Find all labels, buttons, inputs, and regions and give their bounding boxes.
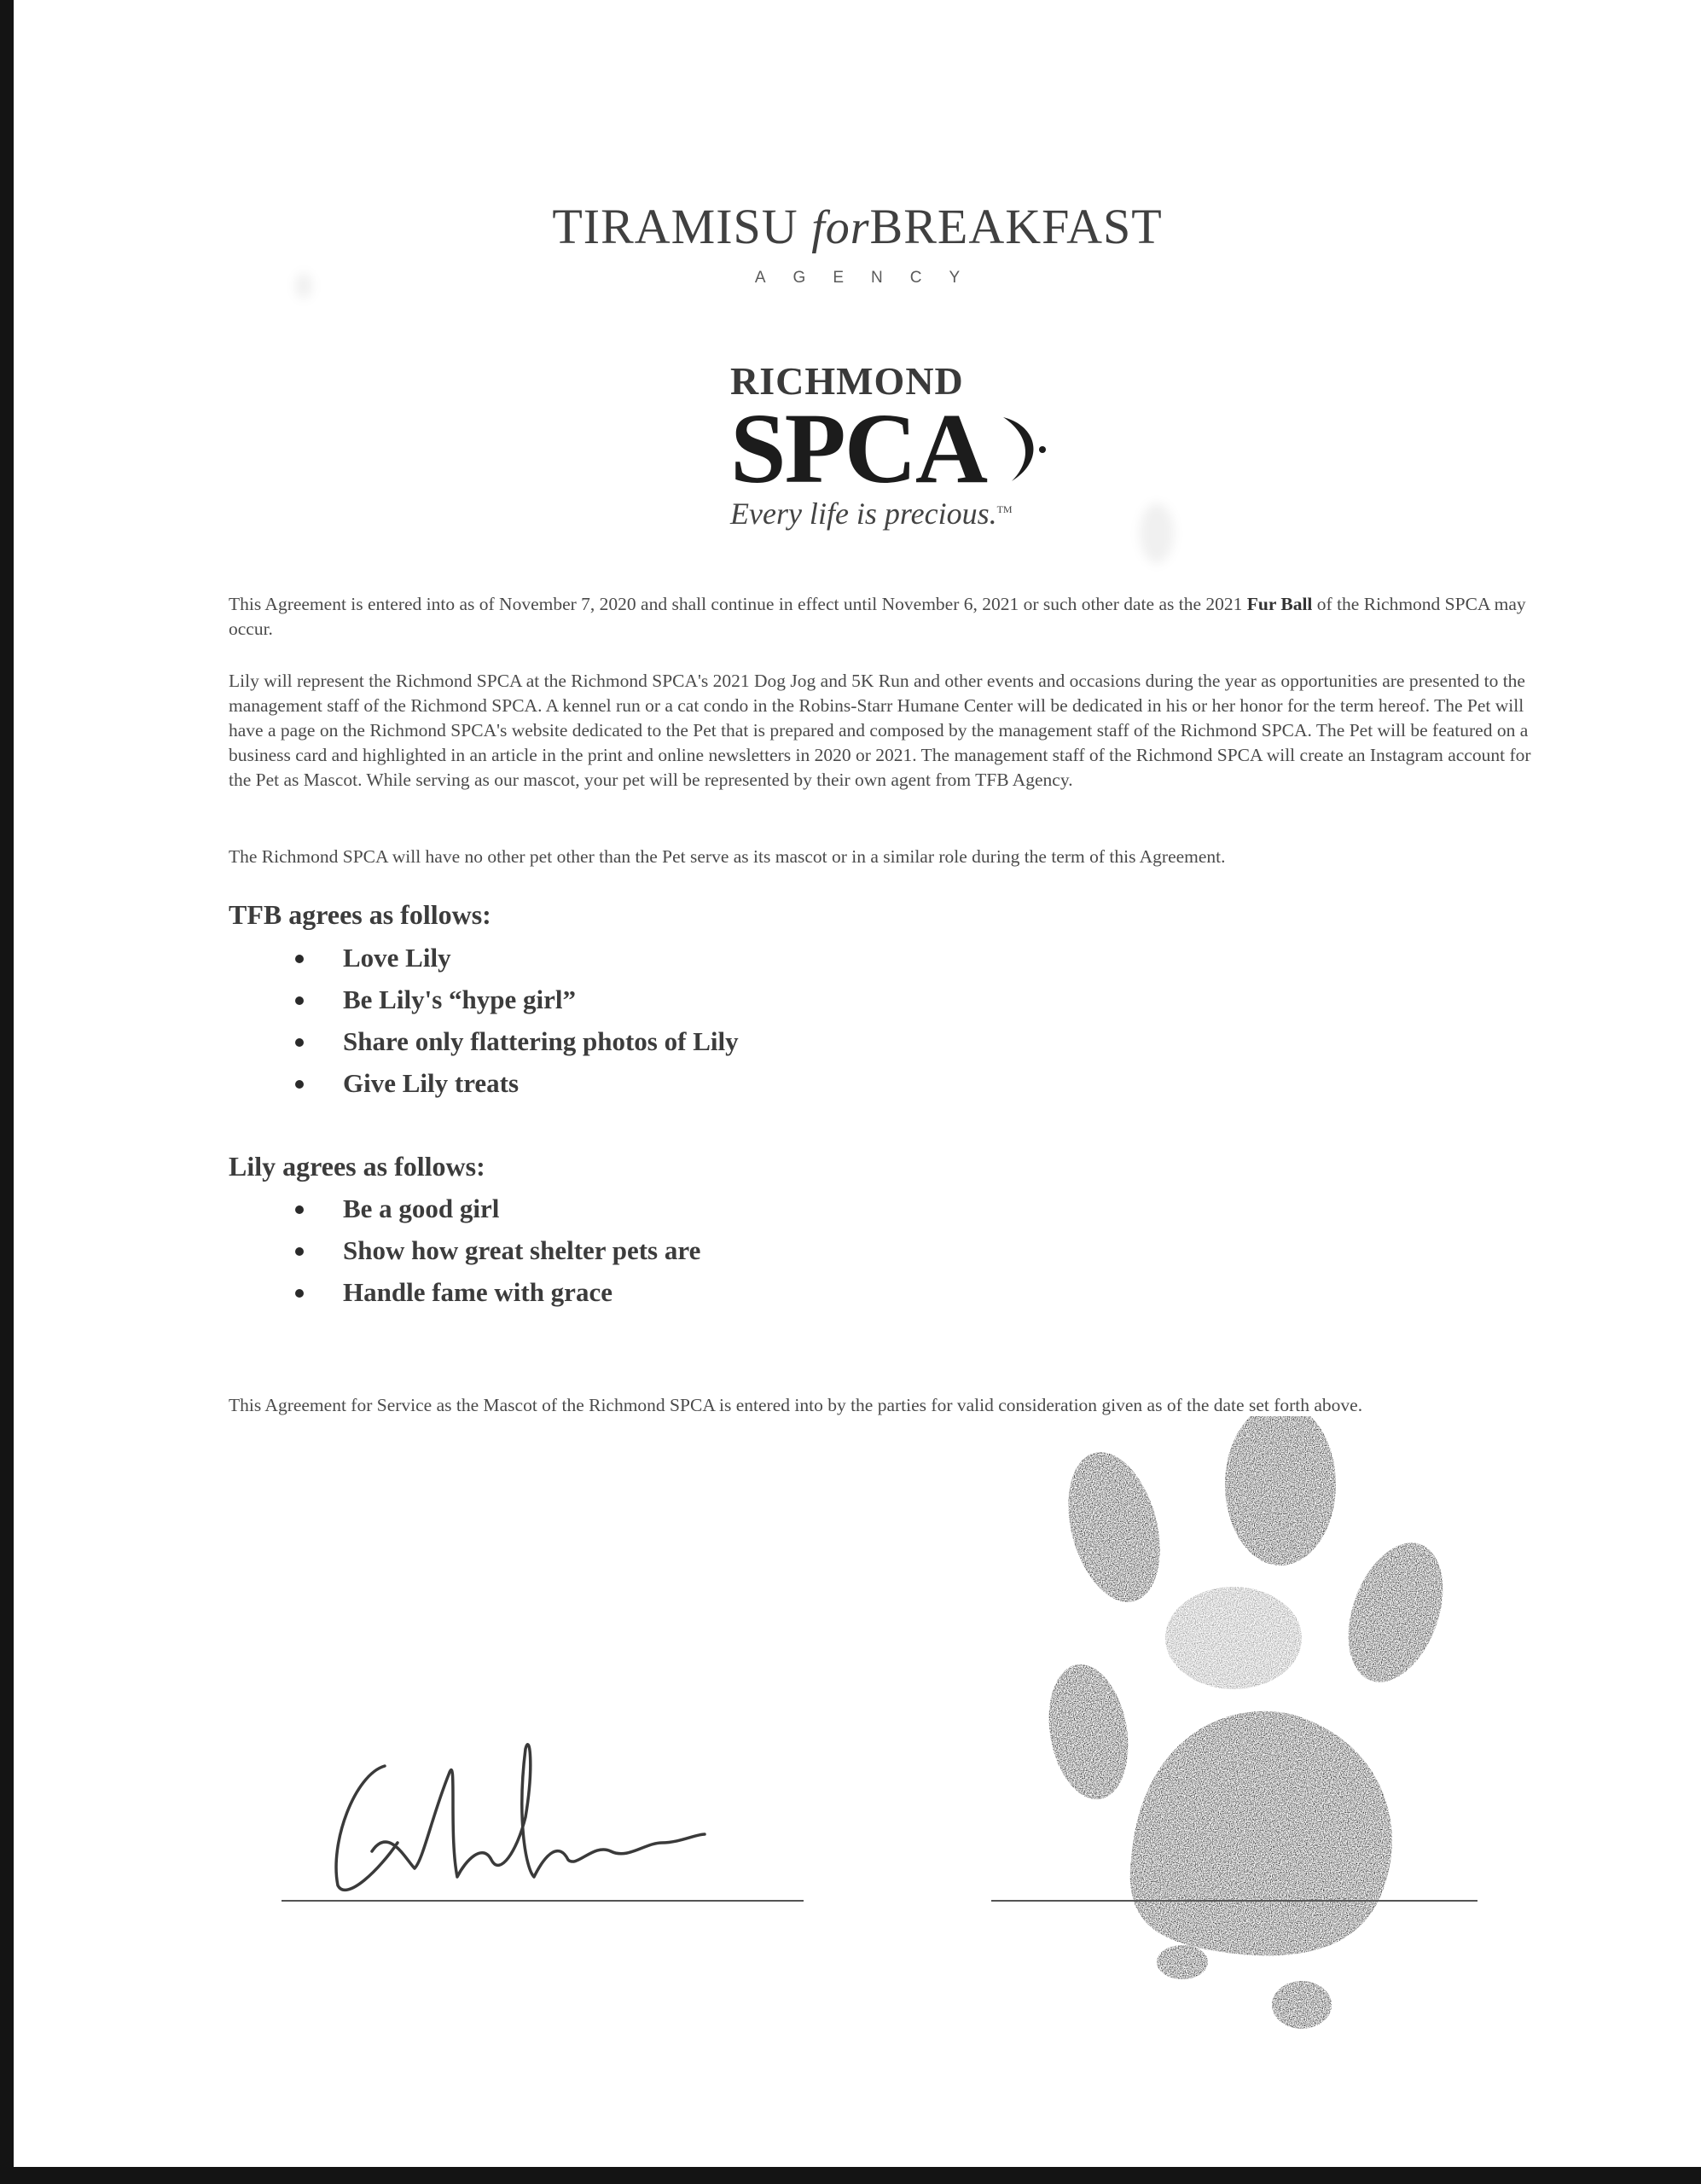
tfb-agreement-list	[288, 937, 739, 1104]
spca-logo-richmond: RICHMOND	[730, 359, 964, 403]
list-item	[288, 1062, 739, 1104]
bullet-icon	[295, 955, 304, 963]
paw-print-signature	[1037, 1416, 1481, 2065]
fur-ball-text: Fur Ball	[1246, 594, 1313, 614]
list-item-text: Love Lily	[343, 943, 451, 973]
list-item	[288, 937, 739, 979]
agreement-exclusivity-paragraph: The Richmond SPCA will have no other pet other than the Pet serve as its mascot or in a similar role during the term of this Agreement.	[229, 846, 1226, 867]
document-page	[14, 0, 1701, 2167]
term-text-end: of the Richmond SPCA may occur.	[229, 594, 1526, 639]
bullet-icon	[295, 1289, 304, 1298]
list-item-text: Be a good girl	[343, 1194, 500, 1223]
trademark-mark: TM	[996, 503, 1013, 515]
agreement-closing-paragraph: This Agreement for Service as the Mascot of the Richmond SPCA is entered into by the parties for valid consideration given as of the date set forth above.	[229, 1395, 1363, 1415]
list-item-text: Handle fame with grace	[343, 1277, 612, 1307]
signature-line-lily	[991, 1900, 1477, 1902]
scan-smudge	[1140, 503, 1174, 563]
tfb-agrees-heading: TFB agrees as follows:	[229, 899, 491, 930]
spca-logo-name	[730, 392, 1054, 504]
agency-logo-word: BREAKFAST	[869, 199, 1163, 254]
list-item-text: Be Lily's “hype girl”	[343, 985, 576, 1014]
agency-logo-word: TIRAMISU	[552, 199, 798, 254]
list-item	[288, 979, 739, 1020]
bullet-icon	[295, 1038, 304, 1047]
bullet-icon	[295, 1080, 304, 1089]
spca-swoosh-icon	[986, 409, 1054, 485]
lily-agrees-heading: Lily agrees as follows:	[229, 1151, 485, 1182]
spca-logo-wordmark: SPCA	[730, 392, 987, 504]
list-item	[288, 1020, 739, 1062]
signature-line-tfb	[282, 1900, 804, 1902]
list-item	[288, 1188, 700, 1229]
term-text: This Agreement is entered into as of November 7, 2020 and shall continue in effect until November 6, 2021 or such other date as the 2021	[229, 594, 1247, 614]
list-item-text: Share only flattering photos of Lily	[343, 1026, 739, 1056]
list-item-text: Give Lily treats	[343, 1068, 520, 1098]
agency-logo-for: for	[811, 201, 870, 254]
agreement-representation-paragraph: Lily will represent the Richmond SPCA at the Richmond SPCA's 2021 Dog Jog and 5K Run and other events and occasions during the year as opportunities are presented to the management staff of the Richmond SPCA. A kennel run or a cat condo in the Robins-Starr Humane Center will be dedicated in his or her honor for the term hereof. The Pet will have a page on the Richmond SPCA's website dedicated to the Pet that is prepared and composed by the management staff of the Richmond SPCA. The Pet will be featured on a business card and highlighted in an article in the print and online newsletters in 2020 or 2021. The management staff of the Richmond SPCA will create an Instagram account for the Pet as Mascot. While serving as our mascot, your pet will be represented by their own agent from TFB Agency.	[229, 671, 1531, 790]
bullet-icon	[295, 996, 304, 1005]
spca-tagline-text: Every life is precious.	[730, 497, 997, 531]
bullet-icon	[295, 1205, 304, 1214]
spca-logo	[730, 358, 1054, 531]
lily-agreement-list	[288, 1188, 700, 1313]
agency-logo-title	[14, 198, 1701, 255]
agency-logo-subtitle: AGENCY	[754, 269, 988, 287]
bullet-icon	[295, 1247, 304, 1256]
list-item	[288, 1229, 700, 1271]
list-item	[288, 1271, 700, 1313]
agreement-term-paragraph	[229, 592, 1534, 642]
handwritten-signature	[321, 1715, 764, 1902]
agency-logo	[14, 198, 1701, 288]
list-item-text: Show how great shelter pets are	[343, 1235, 701, 1265]
